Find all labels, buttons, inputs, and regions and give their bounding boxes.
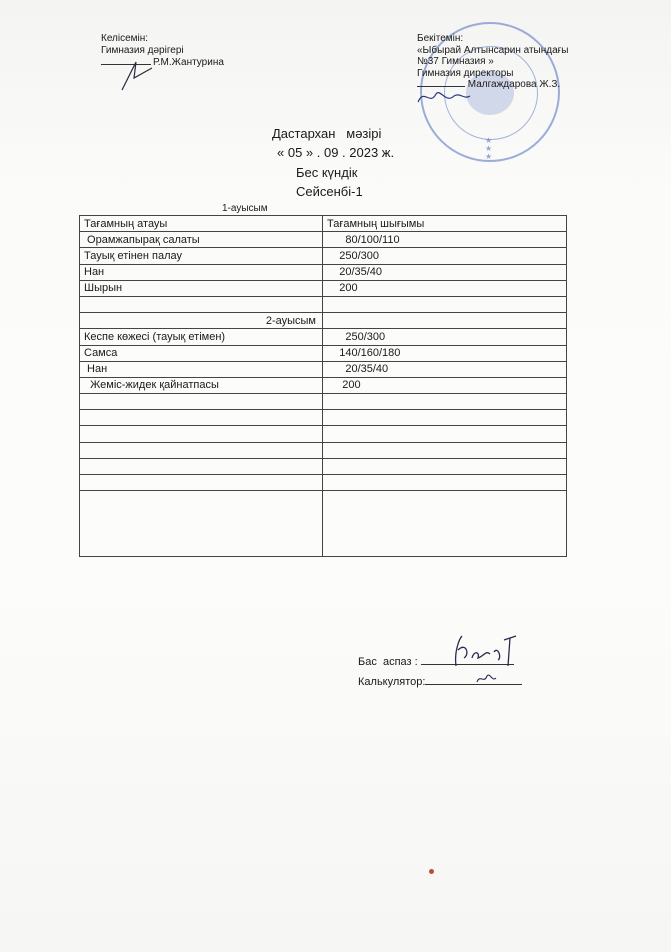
approval-right-org-line1: «Ыбырай Алтынсарин атындағы	[417, 44, 569, 56]
col-header-yield: Тағамның шығымы	[323, 216, 567, 232]
table-row	[80, 280, 567, 296]
table-row-empty	[80, 426, 567, 442]
dish-yield: 20/35/40	[323, 361, 567, 377]
shift2-label-row	[80, 313, 567, 329]
approval-right-name: Малгаждарова Ж.З.	[467, 79, 561, 90]
table-row	[80, 329, 567, 345]
dish-name: Жеміс-жидек қайнатпасы	[80, 377, 323, 393]
table-row-empty	[80, 442, 567, 458]
shift1-label: 1-ауысым	[222, 203, 268, 214]
shift2-label: 2-ауысым	[80, 313, 323, 329]
table-row	[80, 248, 567, 264]
menu-table	[79, 215, 567, 557]
dish-yield: 140/160/180	[323, 345, 567, 361]
director-signature	[414, 86, 474, 110]
table-header-row	[80, 216, 567, 232]
approval-right-role: Гимназия директоры	[417, 67, 514, 79]
table-row	[80, 377, 567, 393]
approval-left-title: Келісемін:	[101, 33, 149, 44]
approval-right-block	[417, 33, 568, 91]
approval-left-role: Гимназия дәрігері	[101, 45, 184, 56]
menu-date: « 05 » . 09 . 2023 ж.	[277, 145, 395, 160]
calculator-label: Калькулятор:	[358, 676, 426, 688]
table-row	[80, 264, 567, 280]
table-row	[80, 232, 567, 248]
table-row-empty	[80, 410, 567, 426]
col-header-name: Тағамның атауы	[80, 216, 323, 232]
table-row-empty-tall	[80, 491, 567, 557]
table-row-empty	[80, 475, 567, 491]
dish-yield: 200	[323, 280, 567, 296]
calculator-signature	[474, 670, 500, 686]
dish-name: Кеспе көжесі (тауық етімен)	[80, 329, 323, 345]
doctor-signature	[112, 56, 172, 96]
red-mark	[429, 869, 434, 874]
dish-yield: 20/35/40	[323, 264, 567, 280]
approval-right-title: Бекітемін:	[417, 33, 464, 44]
chef-label: Бас аспаз :	[358, 656, 418, 668]
dish-yield: 80/100/110	[323, 232, 567, 248]
stamp-stars: ★ ★ ★	[485, 136, 493, 161]
approval-left-name: Р.М.Жантурина	[153, 57, 224, 68]
approval-right-org-line2: №37 Гимназия »	[417, 56, 494, 67]
menu-day: Сейсенбі-1	[296, 184, 363, 199]
dish-name: Тауық етінен палау	[80, 248, 323, 264]
table-row	[80, 361, 567, 377]
dish-name: Самса	[80, 345, 323, 361]
menu-title: Дастархан мәзірі	[272, 126, 382, 141]
menu-period: Бес күндік	[296, 165, 358, 180]
table-row-empty	[80, 394, 567, 410]
dish-yield: 250/300	[323, 248, 567, 264]
dish-name: Нан	[80, 264, 323, 280]
dish-name: Шырын	[80, 280, 323, 296]
dish-yield: 250/300	[323, 329, 567, 345]
chef-signature	[450, 632, 530, 670]
table-row-empty	[80, 458, 567, 474]
table-row-empty	[80, 296, 567, 312]
dish-name: Орамжапырақ салаты	[80, 232, 323, 248]
dish-name: Нан	[80, 361, 323, 377]
dish-yield: 200	[323, 377, 567, 393]
table-row	[80, 345, 567, 361]
